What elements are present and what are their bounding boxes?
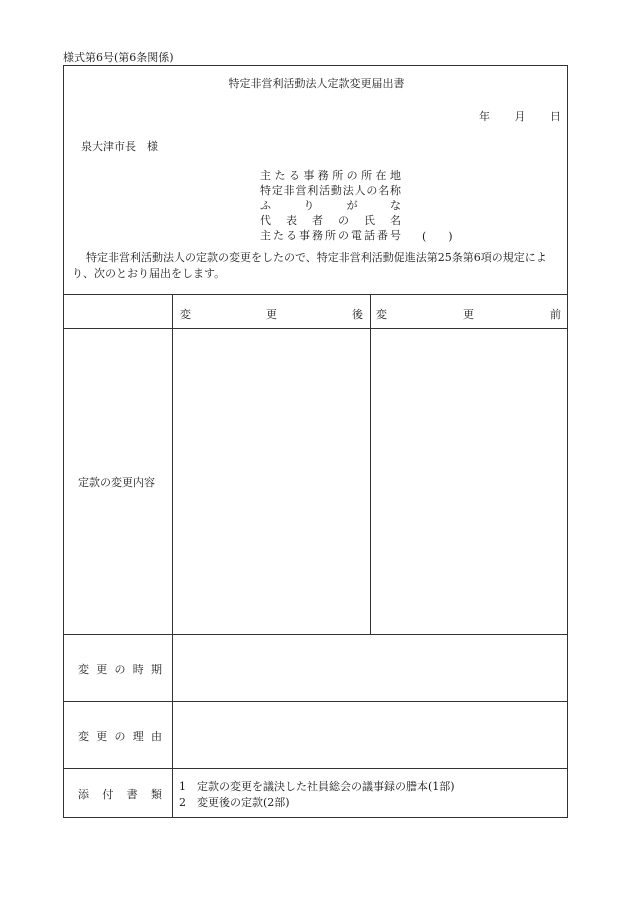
field-office-address: 主 た る 事 務 所 の 所 在 地 <box>260 169 401 182</box>
date-year-label: 年 <box>479 110 490 123</box>
reason-row-border <box>64 768 567 769</box>
table-top-border <box>64 294 567 295</box>
addressee: 泉大津市長 様 <box>81 140 158 153</box>
form-title: 特定非営利活動法人定款変更届出書 <box>228 77 405 90</box>
column-header-after: 変 更 後 <box>180 308 363 321</box>
label-column-border <box>172 294 173 818</box>
attachment-list <box>179 779 455 811</box>
phone-parentheses: ( ) <box>422 230 453 243</box>
header-row-border <box>64 328 567 329</box>
field-corporation-name: 特 定 非 営 利 活 動 法 人 の 名 称 <box>260 184 401 197</box>
field-office-phone: 主 た る 事 務 所 の 電 話 番 号 <box>260 229 401 242</box>
row-label-attachments: 添 付 書 類 <box>78 788 162 801</box>
date-line <box>479 108 561 124</box>
notification-form <box>63 65 568 818</box>
column-header-before: 変 更 前 <box>376 308 561 321</box>
field-representative-name: 代 表 者 の 氏 名 <box>260 214 401 227</box>
form-number-label: 様式第6号(第6条関係) <box>63 51 174 64</box>
attachment-item: 1 定款の変更を議決した社員総会の議事録の謄本(1部) <box>179 780 455 793</box>
applicant-fields <box>260 168 401 243</box>
notification-statement: 特定非営利活動法人の定款の変更をしたので、特定非営利活動促進法第25条第6項の規定により、次のとおり届出をします。 <box>72 251 547 280</box>
attachment-item: 2 変更後の定款(2部) <box>179 796 290 809</box>
date-month-label: 月 <box>514 110 526 123</box>
date-day-label: 日 <box>550 110 561 123</box>
row-label-timing: 変 更 の 時 期 <box>78 663 162 676</box>
content-row-border <box>64 634 567 635</box>
timing-row-border <box>64 701 567 702</box>
row-label-reason: 変 更 の 理 由 <box>78 730 162 743</box>
after-before-divider <box>370 294 371 634</box>
field-furigana: ふ り が な <box>260 199 401 212</box>
row-label-content: 定款の変更内容 <box>78 476 155 489</box>
